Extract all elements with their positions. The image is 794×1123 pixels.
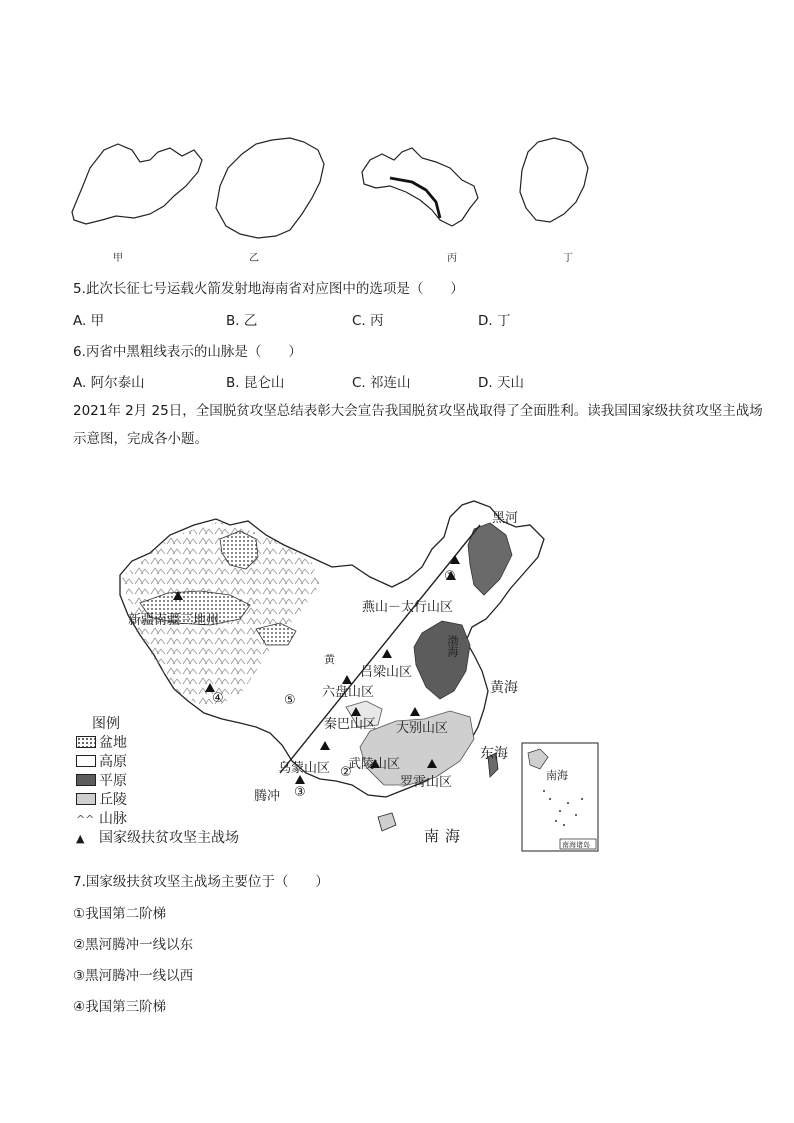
label-xinjiang-south: 新疆南疆三地州: [128, 613, 220, 628]
label-circled-5: ⑤: [284, 693, 296, 708]
hainan-island: [378, 813, 396, 831]
plateau-swatch: [76, 755, 96, 767]
label-liupan: 六盘山区: [322, 685, 375, 700]
q5-stem: 5.此次长征七号运载火箭发射地海南省对应图中的选项是（ ）: [73, 281, 464, 297]
label-heihe: 黑河: [492, 511, 519, 526]
legend-battlefield: [76, 829, 239, 847]
q6-stem: 6.丙省中黑粗线表示的山脉是（ ）: [73, 344, 302, 360]
legend-title: 图例: [92, 716, 120, 732]
province-outline-shapes: [60, 130, 620, 270]
passage-text: 2021年 2月 25日，全国脱贫攻坚总结表彰大会宣告我国脱贫攻坚战取得了全面胜利。读我国国家级扶贫攻坚主战场示意图，完成各小题。: [73, 403, 763, 447]
outline-label-ding: 丁: [563, 253, 573, 264]
legend-basin: [76, 734, 127, 752]
label-yanshan-taihang: 燕山－太行山区: [362, 600, 454, 615]
outline-ding: [520, 138, 588, 222]
label-circled-1: ①: [444, 569, 456, 584]
label-bohai: 渤海: [446, 635, 459, 657]
label-huanghai: 黄海: [490, 680, 518, 696]
label-dabie: 大别山区: [396, 721, 449, 736]
mountain-icon: ^^: [76, 813, 95, 826]
label-lvliang: 吕梁山区: [360, 665, 413, 680]
outline-label-jia: 甲: [113, 253, 123, 264]
q5-option-a[interactable]: A. 甲: [73, 313, 105, 329]
legend-mountain: [76, 810, 127, 828]
outline-yi: [216, 138, 324, 238]
label-wuling: 武陵山区: [348, 757, 401, 772]
legend-hills: [76, 791, 127, 809]
label-circled-2: ②: [340, 765, 352, 780]
map-legend: [76, 715, 316, 855]
label-inset-nanhai: 南海: [546, 769, 568, 782]
legend-battlefield-label: 国家级扶贫攻坚主战场: [99, 830, 239, 846]
label-luoxiao: 罗霄山区: [400, 775, 453, 790]
q5-option-d[interactable]: D. 丁: [478, 313, 511, 329]
legend-hills-label: 丘陵: [99, 792, 127, 808]
province-outlines-figure: [60, 130, 620, 270]
outline-label-yi: 乙: [249, 253, 259, 264]
basin-swatch: [76, 736, 96, 748]
poverty-map-figure: [70, 495, 630, 860]
q6-option-b[interactable]: B. 昆仑山: [226, 375, 285, 391]
legend-plain-label: 平原: [99, 773, 127, 789]
hills-swatch: [76, 793, 96, 805]
q6-option-d[interactable]: D. 天山: [478, 375, 524, 391]
outline-label-bing: 丙: [447, 253, 457, 264]
label-wumeng: 乌蒙山区: [278, 761, 331, 776]
q7-statement-3: ③黑河腾冲一线以西: [73, 968, 194, 984]
q7-statement-2: ②黑河腾冲一线以东: [73, 937, 194, 953]
q5-option-c[interactable]: C. 丙: [352, 313, 384, 329]
legend-basin-label: 盆地: [99, 735, 127, 751]
label-tengchong: 腾冲: [254, 789, 281, 804]
q6-option-c[interactable]: C. 祁连山: [352, 375, 411, 391]
plain-swatch: [76, 774, 96, 786]
label-circled-4: ④: [212, 691, 224, 706]
outline-jia: [72, 144, 202, 224]
q6-option-a[interactable]: A. 阿尔泰山: [73, 375, 145, 391]
label-inset-caption: 南海诸岛: [562, 841, 590, 849]
q5-option-b[interactable]: B. 乙: [226, 313, 258, 329]
legend-mountain-label: 山脉: [99, 811, 127, 827]
label-donghai: 东海: [480, 746, 508, 762]
legend-plain: [76, 772, 127, 790]
q7-statement-1: ①我国第二阶梯: [73, 906, 167, 922]
label-nanhai: 南海: [424, 827, 467, 845]
legend-plateau-label: 高原: [99, 754, 127, 770]
triangle-icon: ▲: [76, 832, 85, 845]
legend-plateau: [76, 753, 127, 771]
bing-mountain-line: [390, 178, 440, 218]
q7-stem: 7.国家级扶贫攻坚主战场主要位于（ ）: [73, 874, 329, 890]
label-huang: 黄: [324, 653, 335, 666]
q7-statement-4: ④我国第三阶梯: [73, 999, 167, 1015]
label-qinba: 秦巴山区: [324, 717, 377, 732]
label-circled-3: ③: [294, 785, 306, 800]
